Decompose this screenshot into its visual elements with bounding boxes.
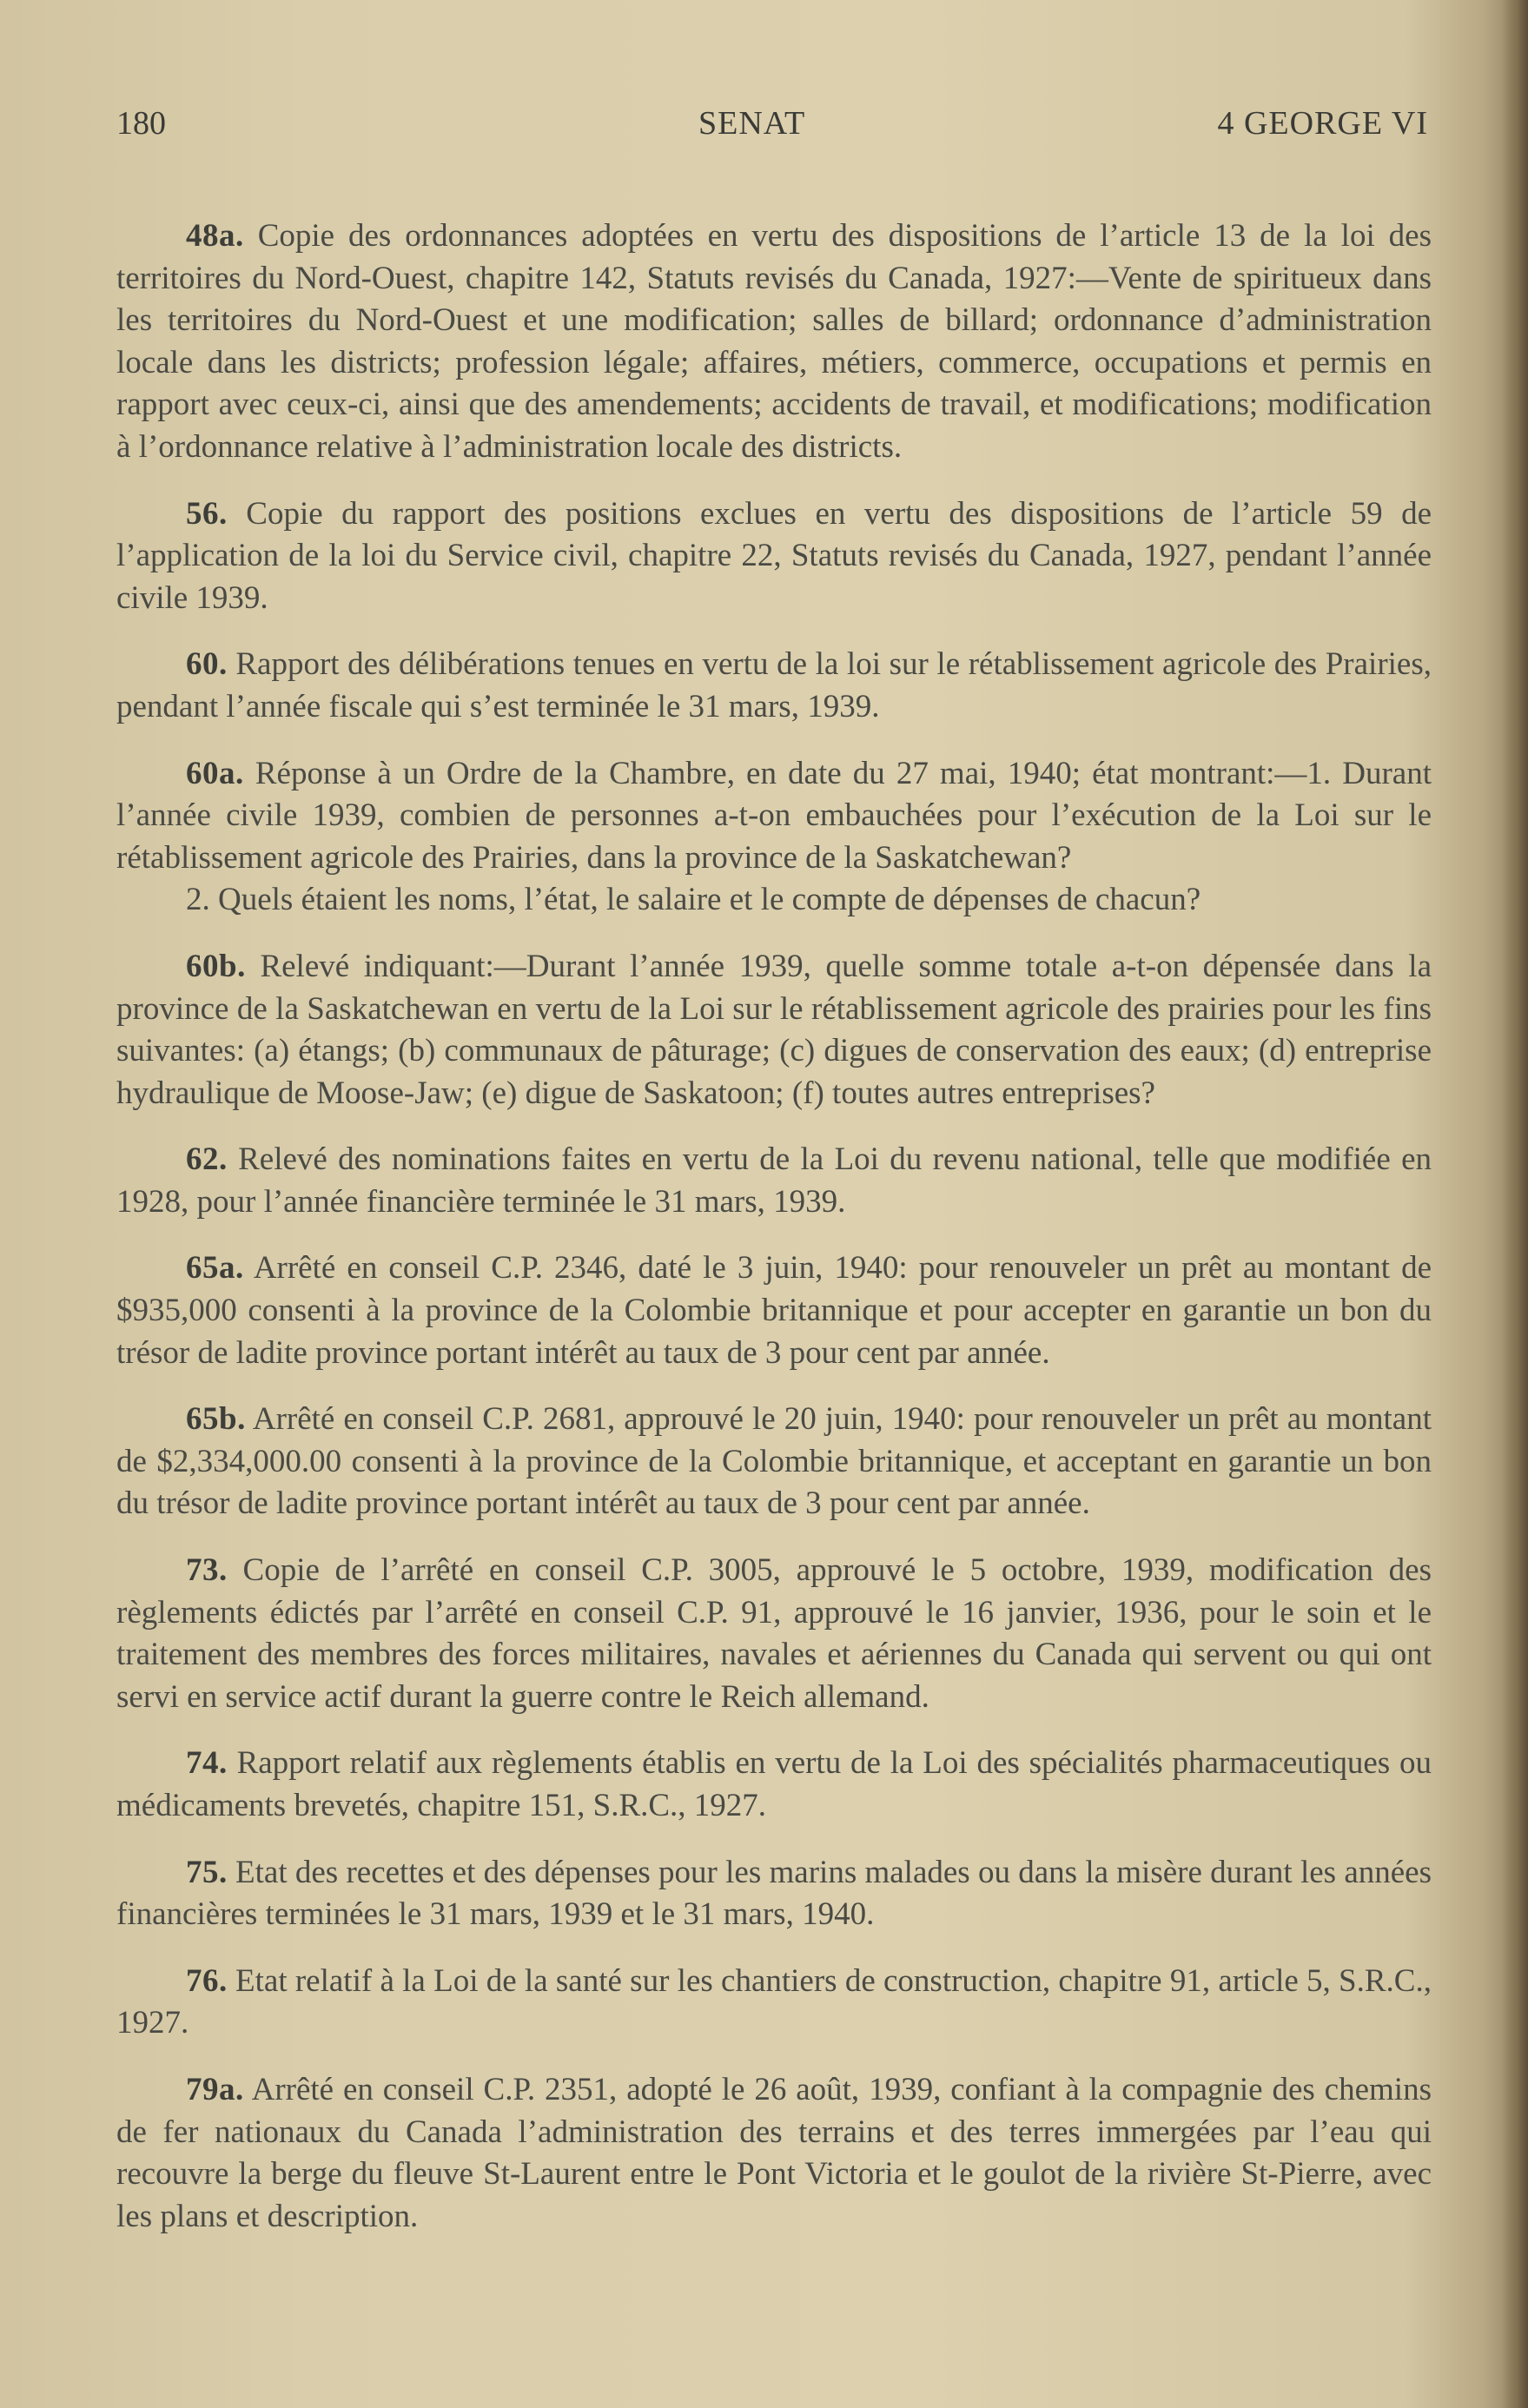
- running-title: SENAT: [698, 105, 806, 142]
- entry-text: Copie de l’arrêté en conseil C.P. 3005, approuvé le 5 octobre, 1939, modification des règlements édictés par l’arrêté en conseil C.P. 91, approuvé le 16 janvier, 1936, pour le soin et le traitement des membres des forces militaires, navales et aériennes du Canada qui servent ou qui ont servi en service actif durant la guerre contre le Reich allemand.: [116, 1552, 1432, 1715]
- page-number: 180: [116, 105, 166, 142]
- entry-48a: [116, 215, 1432, 469]
- entry-number: 60.: [186, 646, 228, 683]
- entry-56: [116, 493, 1432, 620]
- entry-74: [116, 1743, 1432, 1827]
- entry-text: Etat des recettes et des dépenses pour les marins malades ou dans la misère durant les années financières terminées le 31 mars, 1939 et le 31 mars, 1940.: [116, 1854, 1432, 1933]
- entry-number: 79a.: [186, 2071, 244, 2107]
- entry-number: 56.: [186, 495, 228, 532]
- entry-65a: [116, 1247, 1432, 1374]
- entry-number: 65a.: [186, 1250, 244, 1287]
- entry-79a: [116, 2069, 1432, 2238]
- entry-number: 73.: [186, 1552, 228, 1589]
- page-edge-shadow: [1502, 0, 1528, 2408]
- entry-continuation: 2. Quels étaient les noms, l’état, le salaire et le compte de dépenses de chacun?: [186, 882, 1201, 918]
- entry-text: Relevé des nominations faites en vertu de la Loi du revenu national, telle que modifiée en 1928, pour l’année financière terminée le 31 mars, 1939.: [116, 1141, 1432, 1220]
- entry-60b: [116, 946, 1432, 1115]
- running-reign: 4 GEORGE VI: [1217, 105, 1428, 142]
- entry-number: 74.: [186, 1745, 228, 1782]
- entry-number: 48a.: [186, 218, 244, 254]
- entry-text: Arrêté en conseil C.P. 2351, adopté le 26 août, 1939, confiant à la compagnie des chemins de fer nationaux du Canada l’administration des terrains et des terres immergées par l’eau qui recouvre la berge du fleuve St-Laurent entre le Pont Victoria et le goulot de la rivière St-Pierre, avec les plans et description.: [116, 2071, 1432, 2234]
- entry-60a: [116, 753, 1432, 922]
- entry-text: Relevé indiquant:—Durant l’année 1939, quelle somme totale a-t-on dépensée dans la province de la Saskatchewan en vertu de la Loi sur le rétablissement agricole des prairies pour les fins suivantes: (a) étangs; (b) communaux de pâturage; (c) digues de conservation des eaux; (d) entreprise hydraulique de Moose-Jaw; (e) digue de Saskatoon; (f) toutes autres entreprises?: [116, 948, 1432, 1111]
- entry-text: Rapport des délibérations tenues en vertu de la loi sur le rétablissement agricole des Prairies, pendant l’année fiscale qui s’est terminée le 31 mars, 1939.: [116, 646, 1432, 724]
- entry-number: 76.: [186, 1962, 228, 1999]
- entry-text: Copie des ordonnances adoptées en vertu des dispositions de l’article 13 de la loi des territoires du Nord-Ouest, chapitre 142, Statuts revisés du Canada, 1927:—Vente de spiritueux dans les territoires du Nord-Ouest et une modification; salles de billard; ordonnance d’administration locale dans les districts; profession légale; affaires, métiers, commerce, occupations et permis en rapport avec ceux-ci, ainsi que des amendements; accidents de travail, et modifications; modification à l’ordonnance relative à l’administration locale des districts.: [116, 218, 1432, 465]
- entry-number: 60a.: [186, 755, 244, 791]
- entry-75: [116, 1852, 1432, 1936]
- entry-60: [116, 644, 1432, 728]
- entry-text: Etat relatif à la Loi de la santé sur les chantiers de construction, chapitre 91, article 5, S.R.C., 1927.: [116, 1962, 1432, 2041]
- page-header: [116, 104, 1428, 156]
- entry-number: 62.: [186, 1141, 228, 1178]
- entry-text: Rapport relatif aux règlements établis en vertu de la Loi des spécialités pharmaceutiques ou médicaments brevetés, chapitre 151, S.R.C., 1927.: [116, 1745, 1432, 1823]
- entry-text: Arrêté en conseil C.P. 2681, approuvé le 20 juin, 1940: pour renouveler un prêt au montant de $2,334,000.00 consenti à la province de la Colombie britannique, et acceptant en garantie un bon du trésor de ladite province portant intérêt au taux de 3 pour cent par année.: [116, 1401, 1432, 1522]
- document-body: [116, 215, 1432, 2262]
- entry-text: Réponse à un Ordre de la Chambre, en date du 27 mai, 1940; état montrant:—1. Durant l’année civile 1939, combien de personnes a-t-on embauchées pour l’exécution de la Loi sur le rétablissement agricole des Prairies, dans la province de la Saskatchewan?: [116, 755, 1432, 876]
- entry-text: Arrêté en conseil C.P. 2346, daté le 3 juin, 1940: pour renouveler un prêt au montant de $935,000 consenti à la province de la Colombie britannique et pour accepter en garantie un bon du trésor de ladite province portant intérêt au taux de 3 pour cent par année.: [116, 1250, 1432, 1371]
- entry-number: 60b.: [186, 948, 246, 984]
- entry-number: 75.: [186, 1854, 228, 1890]
- entry-text: Copie du rapport des positions exclues en vertu des dispositions de l’article 59 de l’application de la loi du Service civil, chapitre 22, Statuts revisés du Canada, 1927, pendant l’année civile 1939.: [116, 495, 1432, 616]
- entry-62: [116, 1139, 1432, 1223]
- entry-number: 65b.: [186, 1401, 246, 1438]
- entry-65b: [116, 1399, 1432, 1525]
- entry-73: [116, 1550, 1432, 1718]
- entry-76: [116, 1961, 1432, 2045]
